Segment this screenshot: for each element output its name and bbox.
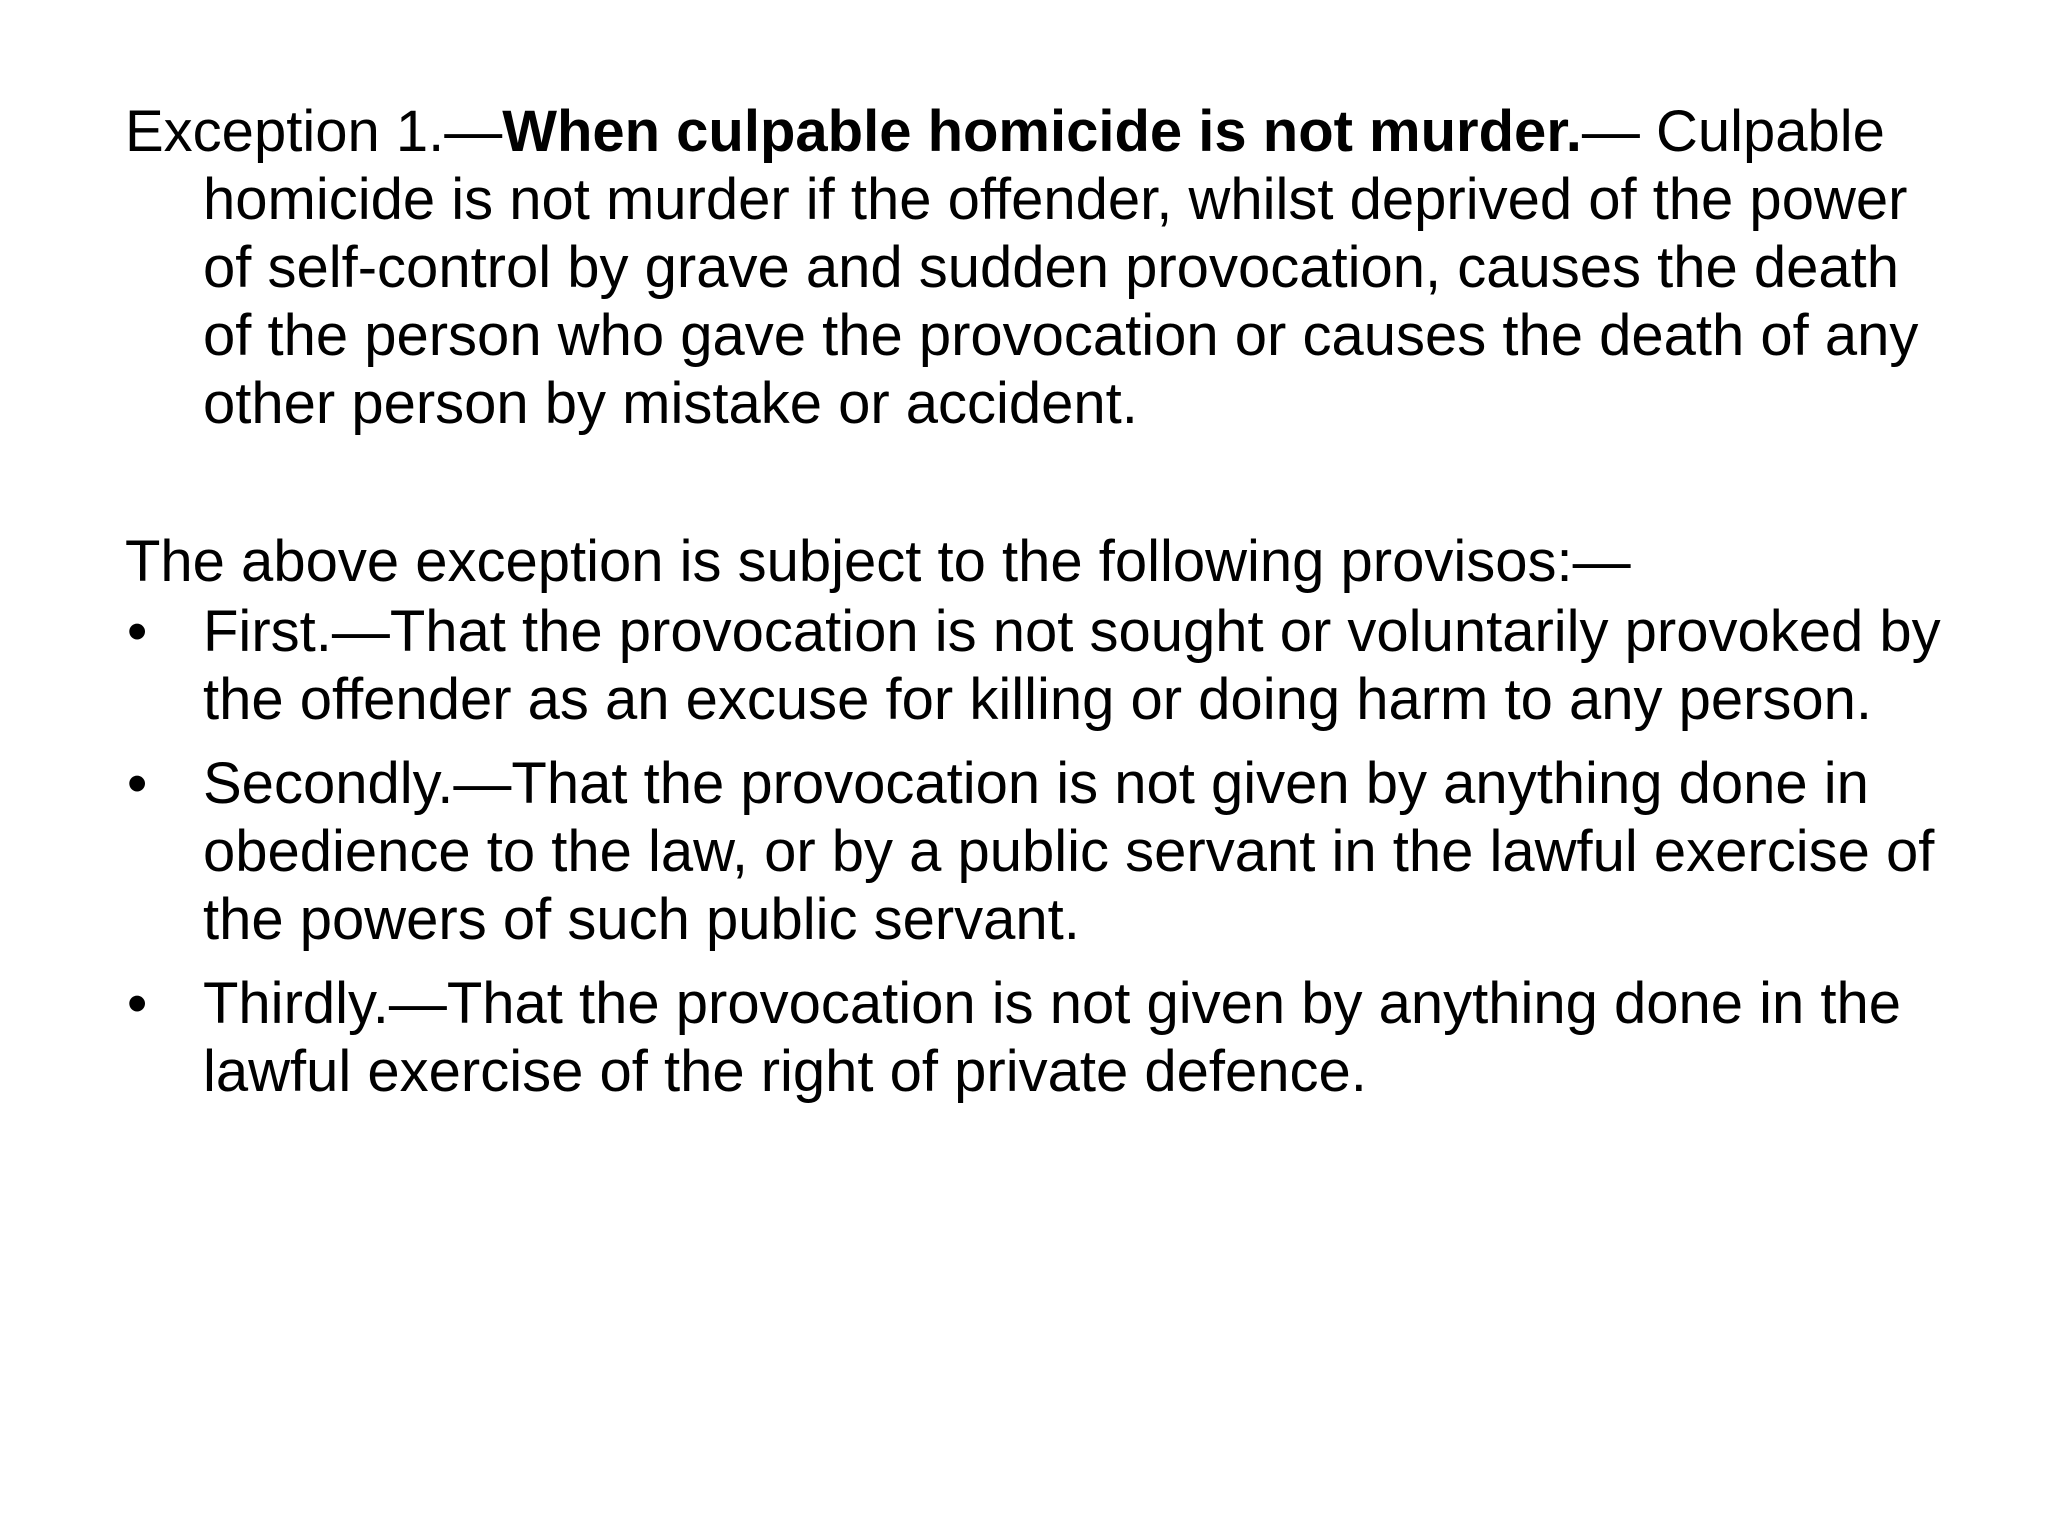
proviso-thirdly: Thirdly.—That the provocation is not given by anything done in the lawful exercise of the right of private defence. — [203, 971, 1902, 1104]
bullet-icon: • — [127, 751, 148, 816]
proviso-secondly: Secondly.—That the provocation is not given by anything done in obedience to the law, or by a public servant in the lawful exercise of the powers of such public servant. — [203, 751, 1935, 952]
bullet-icon: • — [127, 971, 148, 1036]
provisos-intro: The above exception is subject to the following provisos:— — [125, 529, 1631, 594]
proviso-first: First.—That the provocation is not sought or voluntarily provoked by the offender as an excuse for killing or doing harm to any person. — [203, 599, 1941, 732]
exception-prefix: Exception 1.— — [125, 99, 503, 164]
list-item — [125, 750, 1955, 954]
exception-body: Culpable homicide is not murder if the offender, whilst deprived of the power of self-control by grave and sudden provocation, causes the death of the person who gave the provocation or causes the death of any other person by mistake or accident. — [203, 99, 1919, 436]
list-item — [125, 598, 1955, 734]
paragraph-spacer — [125, 438, 1955, 528]
exception-dash: — — [1581, 99, 1640, 164]
slide-content — [125, 98, 1955, 1106]
exception-heading: When culpable homicide is not murder. — [502, 99, 1582, 164]
exception-paragraph — [125, 98, 1955, 438]
provisos-list — [125, 598, 1955, 1106]
list-item — [125, 970, 1955, 1106]
bullet-icon: • — [127, 599, 148, 664]
